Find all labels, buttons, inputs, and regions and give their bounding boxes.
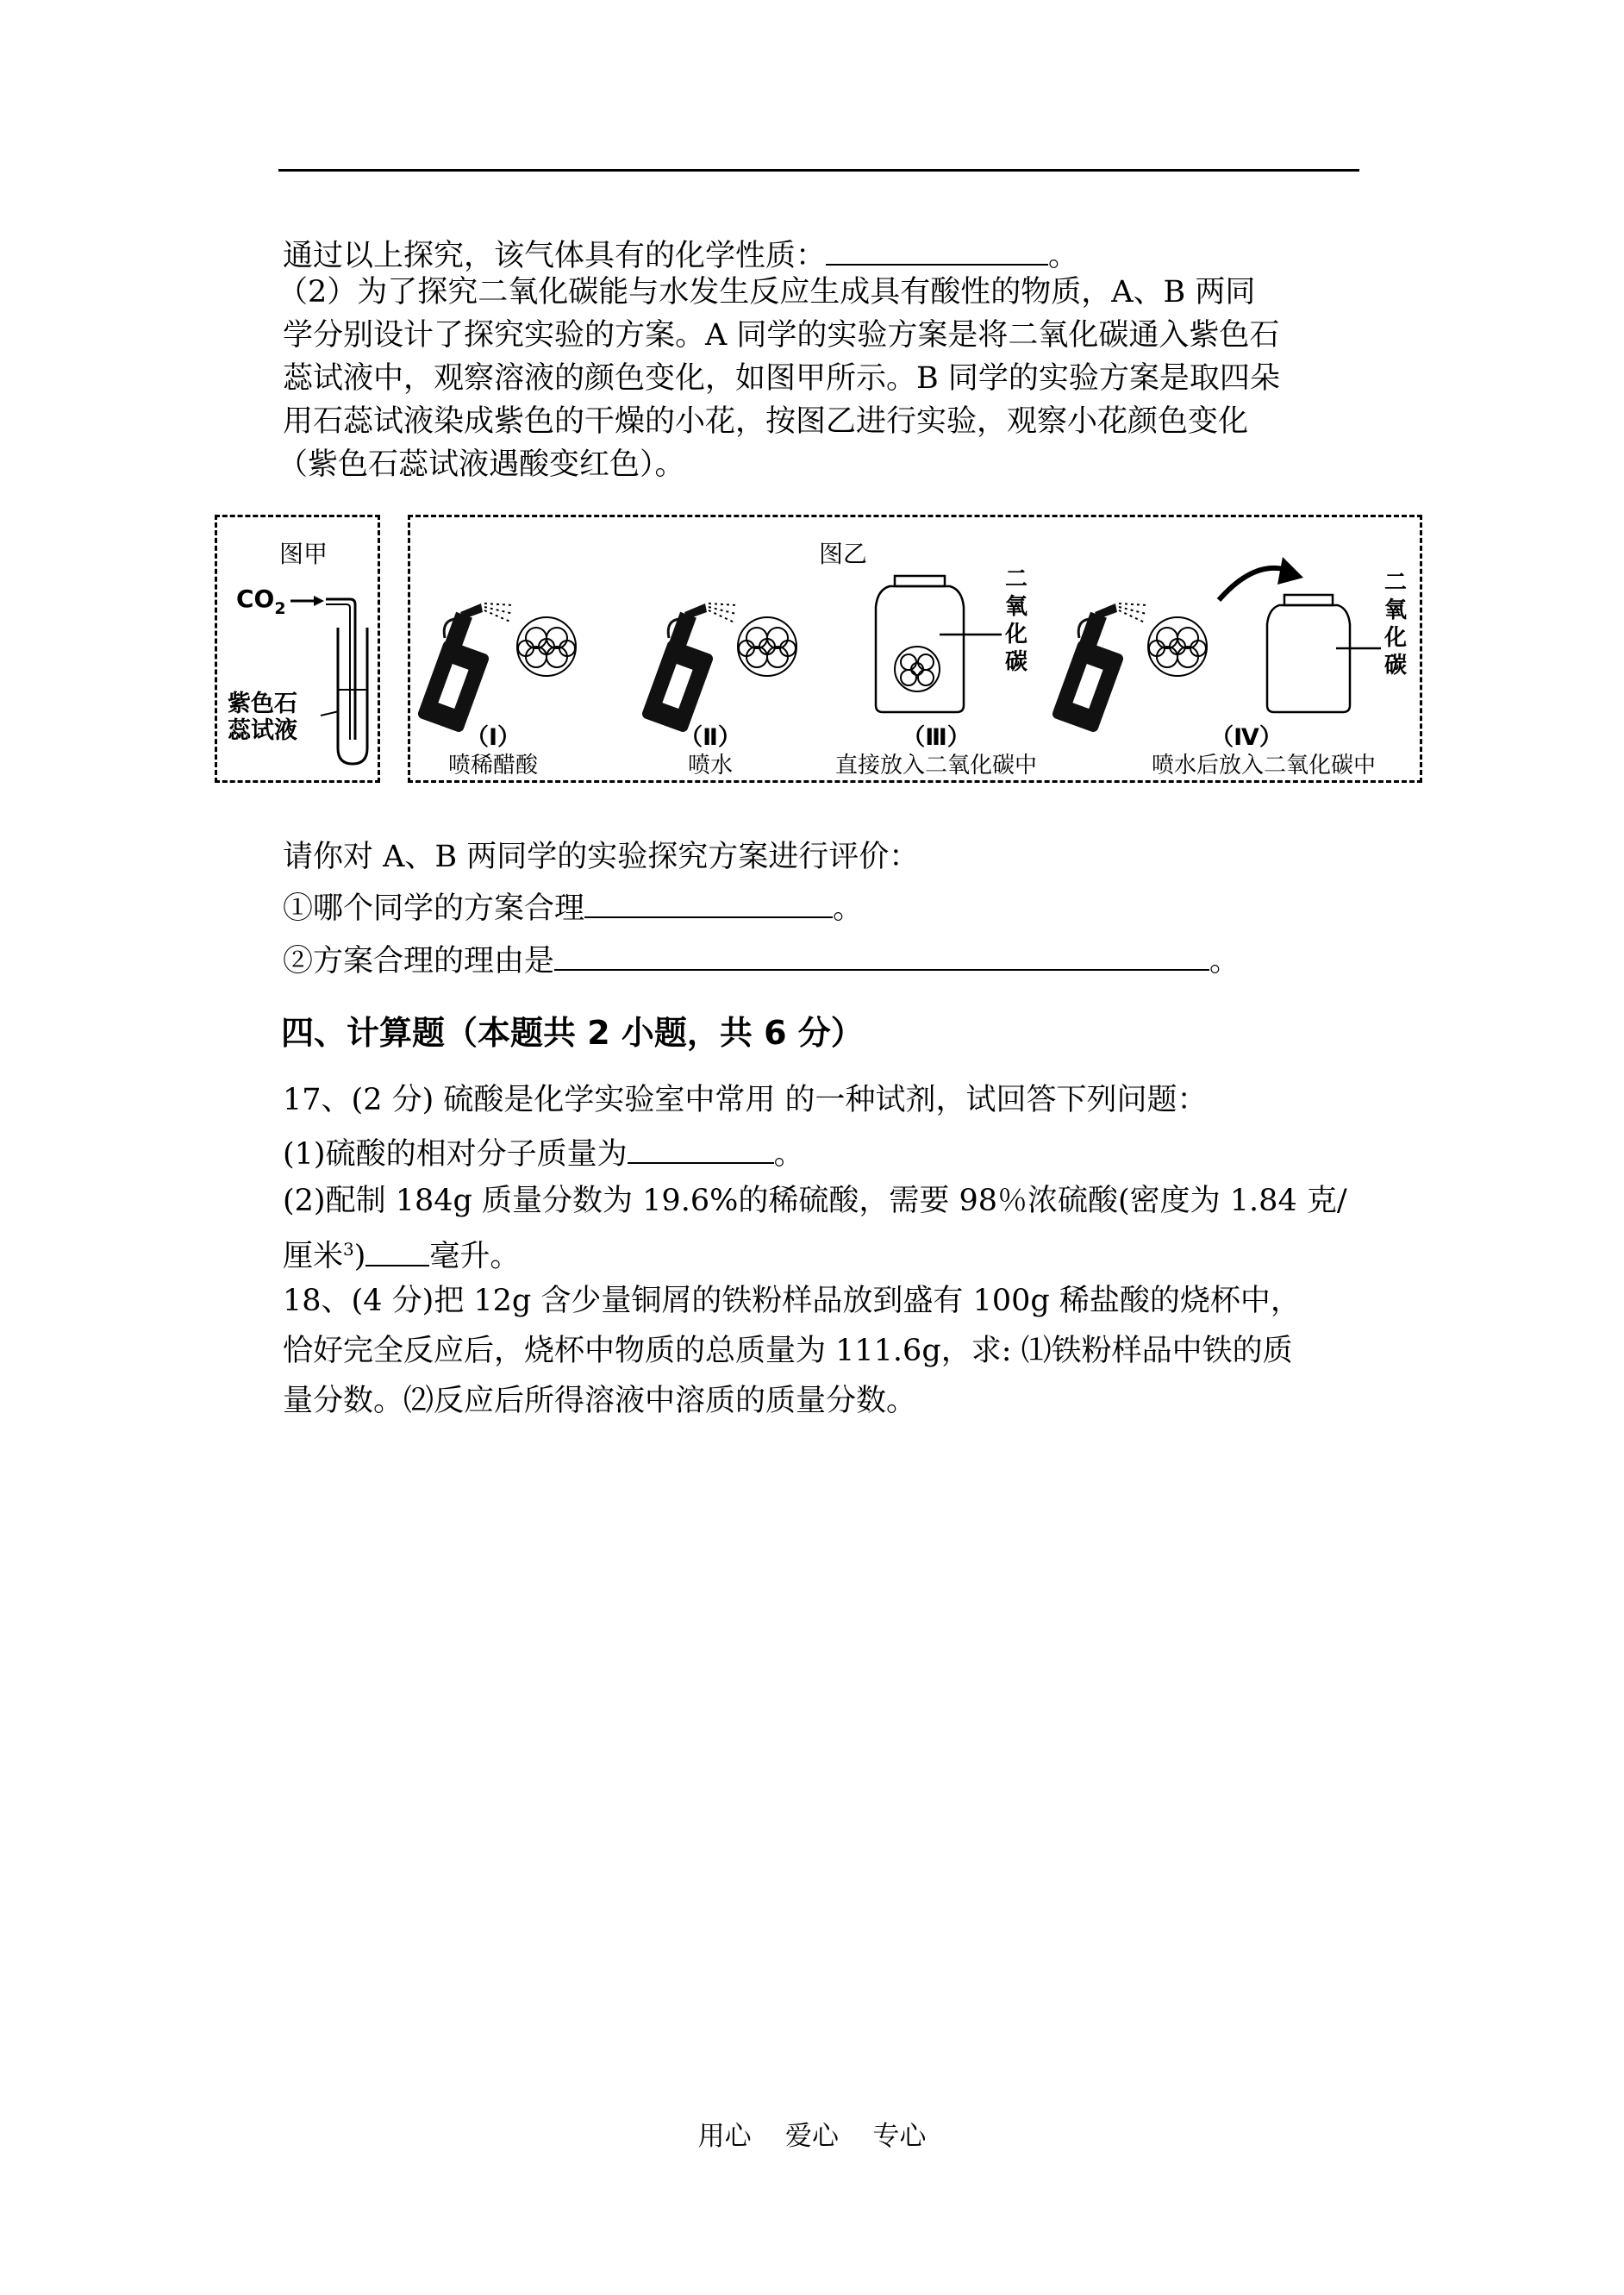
svg-text:碳: 碳 (1005, 649, 1028, 675)
svg-text:氧: 氧 (1005, 594, 1028, 620)
flower-icon (738, 617, 796, 676)
flower-icon (517, 617, 576, 676)
spray-bottle-icon (1051, 603, 1124, 734)
question-reason: ②方案合理的理由是 。 (283, 936, 1240, 983)
jar-label-vertical (1004, 566, 1027, 675)
svg-text:氧: 氧 (1384, 597, 1408, 623)
co2-label: $CO_2$ (236, 585, 286, 618)
step-3-numeral: （Ⅲ） (902, 724, 971, 751)
step-1-illustration (416, 603, 576, 734)
problem-17-q2-line2: 厘米$^3$) 毫升。 (283, 1228, 520, 1279)
evaluation-intro: 请你对 A、B 两同学的实验探究方案进行评价： (283, 840, 920, 874)
figure-jia-title: 图甲 (279, 540, 328, 568)
para2-line-1: （2）为了探究二氧化碳能与水发生反应生成具有酸性的物质，A、B 两同 (278, 275, 1256, 310)
flower-icon (1148, 617, 1207, 676)
liquid-label-2: 蕊试液 (228, 717, 297, 744)
spray-mist (709, 603, 736, 622)
figure-yi (408, 515, 1422, 783)
figure-yi-title: 图乙 (819, 540, 868, 568)
gas-jar-icon (1267, 595, 1350, 712)
gas-arrow-head (314, 596, 324, 606)
answer-blank-volume[interactable] (365, 1232, 429, 1266)
header-rule (278, 169, 1359, 172)
liquid-label-1: 紫色石 (228, 691, 297, 717)
problem-18-line-1: 18、(4 分)把 12g 含少量铜屑的铁粉样品放到盛有 100g 稀盐酸的烧杯中， (283, 1284, 1301, 1318)
spray-bottle-icon (640, 603, 714, 734)
svg-text:二: 二 (1005, 566, 1028, 592)
figure-jia (215, 515, 380, 783)
spray-bottle-icon (416, 603, 490, 734)
para2-line-2: 学分别设计了探究实验的方案。A 同学的实验方案是将二氧化碳通入紫色石 (283, 318, 1280, 353)
para2-line-5: （紫色石蕊试液遇酸变红色）。 (278, 447, 685, 482)
problem-17-q2-line1: (2)配制 184g 质量分数为 19.6%的稀硫酸，需要 98％浓硫酸(密度为 1.84 克/ (283, 1184, 1347, 1218)
figure-yi-drawing (410, 517, 1420, 780)
step-4-caption: 喷水后放入二氧化碳中 (1151, 753, 1377, 779)
step-4-illustration (1051, 557, 1407, 734)
page-footer: 用心 爱心 专心 (697, 2121, 927, 2152)
liquid-pointer (321, 711, 339, 716)
figure-jia-drawing (217, 517, 378, 780)
svg-text:二: 二 (1384, 570, 1408, 596)
step-4-numeral: （Ⅳ） (1210, 724, 1283, 751)
step-1-caption: 喷稀醋酸 (447, 753, 539, 779)
jar-label-vertical (1384, 570, 1407, 678)
transfer-arrow-head (1277, 557, 1303, 585)
step-2-caption: 喷水 (687, 753, 734, 779)
section-title: 四、计算题（本题共 2 小题，共 6 分） (281, 1014, 864, 1052)
svg-text:化: 化 (1384, 625, 1408, 651)
step-1-numeral: （Ⅰ） (465, 724, 522, 751)
flower-icon (895, 647, 940, 691)
problem-18-line-2: 恰好完全反应后，烧杯中物质的总质量为 111.6g，求: ⑴铁粉样品中铁的质 (283, 1334, 1293, 1368)
question-which-reasonable: ①哪个同学的方案合理 。 (283, 884, 863, 930)
step-3-illustration (876, 566, 1027, 712)
step-3-caption: 直接放入二氧化碳中 (834, 753, 1038, 779)
answer-blank-which[interactable] (584, 884, 833, 918)
test-tube (338, 628, 367, 764)
para2-line-3: 蕊试液中，观察溶液的颜色变化，如图甲所示。B 同学的实验方案是取四朵 (283, 361, 1280, 396)
spray-mist (1119, 603, 1146, 622)
problem-18-line-3: 量分数。⑵反应后所得溶液中溶质的质量分数。 (283, 1384, 917, 1418)
answer-blank-reason[interactable] (554, 936, 1209, 971)
svg-text:化: 化 (1005, 622, 1028, 647)
svg-text:碳: 碳 (1384, 653, 1408, 678)
problem-17-intro: 17、(2 分) 硫酸是化学实验室中常用 的一种试剂，试回答下列问题： (283, 1083, 1208, 1117)
line-chemical-property: 通过以上探究，该气体具有的化学性质： 。 (283, 231, 1078, 278)
step-2-numeral: （Ⅱ） (679, 724, 741, 751)
step-2-illustration (640, 603, 796, 734)
answer-blank-molar-mass[interactable] (628, 1129, 774, 1164)
answer-blank-property[interactable] (826, 231, 1048, 266)
problem-17-q1: (1)硫酸的相对分子质量为 。 (283, 1129, 804, 1176)
para2-line-4: 用石蕊试液染成紫色的干燥的小花，按图乙进行实验，观察小花颜色变化 (283, 404, 1249, 439)
spray-mist (484, 603, 514, 622)
